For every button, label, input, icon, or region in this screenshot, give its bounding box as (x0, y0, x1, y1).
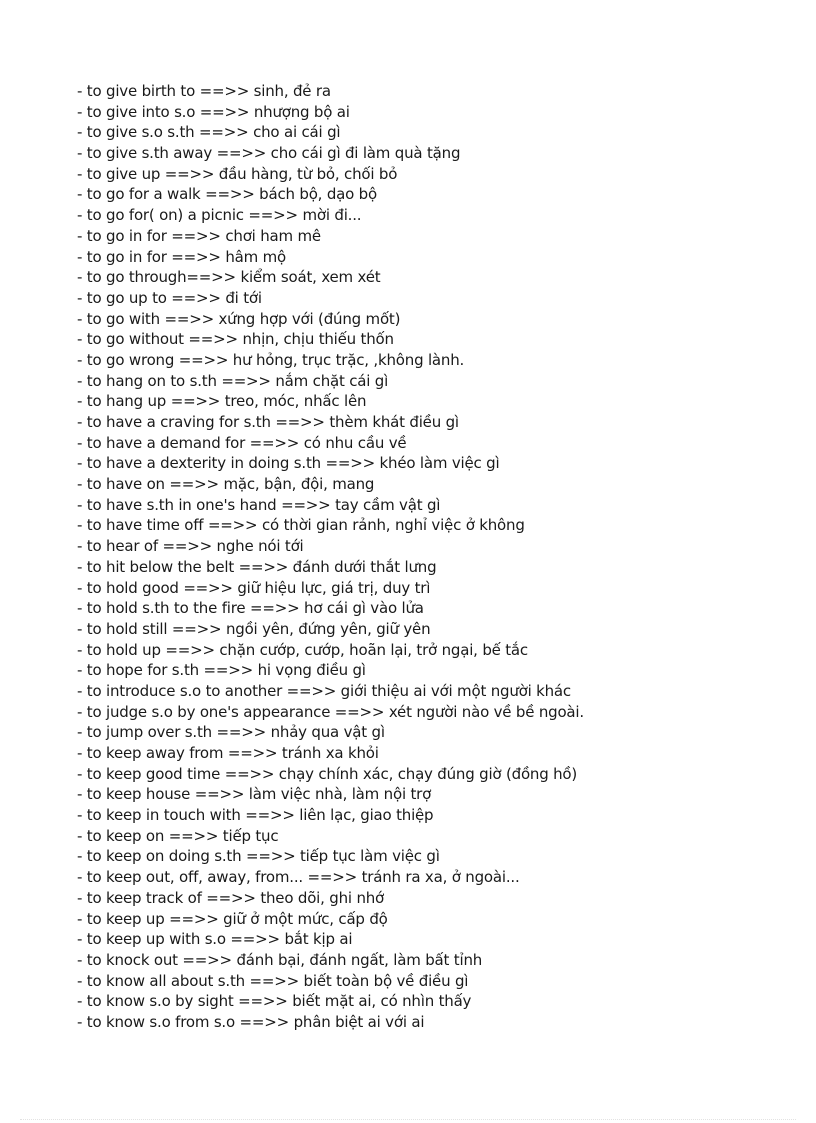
phrase-line: - to know s.o by sight ==>> biết mặt ai, có nhìn thấy (77, 992, 472, 1011)
phrase-line: - to keep track of ==>> theo dõi, ghi nhớ (77, 888, 385, 907)
phrase-line: - to keep up with s.o ==>> bắt kịp ai (77, 930, 353, 949)
phrase-line: - to hold still ==>> ngồi yên, đứng yên, giữ yên (77, 619, 431, 638)
phrase-line: - to go for a walk ==>> bách bộ, dạo bộ (77, 185, 377, 204)
phrase-line: - to go for( on) a picnic ==>> mời đi... (77, 206, 362, 225)
phrase-line: - to give up ==>> đầu hàng, từ bỏ, chối bỏ (77, 164, 398, 183)
phrase-line: - to keep up ==>> giữ ở một mức, cấp độ (77, 909, 388, 928)
phrase-line: - to hold s.th to the fire ==>> hơ cái gì vào lửa (77, 599, 424, 618)
phrase-line: - to have a dexterity in doing s.th ==>> khéo làm việc gì (77, 454, 500, 473)
phrase-line: - to have on ==>> mặc, bận, đội, mang (77, 475, 375, 494)
phrase-line: - to hang up ==>> treo, móc, nhấc lên (77, 392, 367, 411)
phrase-line: - to keep on doing s.th ==>> tiếp tục làm việc gì (77, 847, 440, 866)
phrase-line: - to have s.th in one's hand ==>> tay cầm vật gì (77, 495, 441, 514)
phrase-line: - to go with ==>> xứng hợp với (đúng mốt) (77, 309, 401, 328)
phrase-line: - to keep on ==>> tiếp tục (77, 826, 279, 845)
phrase-line: - to judge s.o by one's appearance ==>> xét người nào về bề ngoài. (77, 702, 584, 721)
phrase-line: - to go in for ==>> hâm mộ (77, 247, 287, 266)
phrase-line: - to keep house ==>> làm việc nhà, làm nội trợ (77, 785, 432, 804)
phrase-line: - to give s.o s.th ==>> cho ai cái gì (77, 123, 341, 142)
phrase-line: - to keep good time ==>> chạy chính xác, chạy đúng giờ (đồng hồ) (77, 764, 578, 783)
phrase-line: - to give s.th away ==>> cho cái gì đi làm quà tặng (77, 144, 461, 163)
phrase-line: - to keep in touch with ==>> liên lạc, giao thiệp (77, 806, 434, 825)
phrase-line: - to introduce s.o to another ==>> giới thiệu ai với một người khác (77, 681, 571, 700)
phrase-line: - to have time off ==>> có thời gian rảnh, nghỉ việc ở không (77, 516, 525, 535)
phrase-line: - to go wrong ==>> hư hỏng, trục trặc, ,không lành. (77, 350, 465, 369)
phrase-line: - to go through==>> kiểm soát, xem xét (77, 268, 381, 287)
phrase-line: - to knock out ==>> đánh bại, đánh ngất, làm bất tỉnh (77, 950, 483, 969)
phrase-line: - to hope for s.th ==>> hi vọng điều gì (77, 661, 366, 680)
phrase-line: - to have a demand for ==>> có nhu cầu về (77, 433, 407, 452)
phrase-line: - to know s.o from s.o ==>> phân biệt ai với ai (77, 1012, 425, 1031)
phrase-list (77, 81, 584, 1033)
phrase-line: - to keep away from ==>> tránh xa khỏi (77, 744, 379, 762)
page-bottom-edge (20, 1119, 796, 1120)
phrase-line: - to keep out, off, away, from... ==>> tránh ra xa, ở ngoài... (77, 868, 520, 887)
phrase-line: - to go without ==>> nhịn, chịu thiếu thốn (77, 330, 394, 349)
phrase-line: - to hang on to s.th ==>> nắm chặt cái gì (77, 371, 389, 390)
phrase-line: - to hit below the belt ==>> đánh dưới thắt lưng (77, 557, 437, 576)
phrase-line: - to hold up ==>> chặn cướp, cướp, hoãn lại, trở ngại, bế tắc (77, 640, 528, 659)
phrase-line: - to know all about s.th ==>> biết toàn bộ về điều gì (77, 971, 469, 990)
phrase-line: - to give into s.o ==>> nhượng bộ ai (77, 102, 350, 121)
phrase-line: - to go up to ==>> đi tới (77, 288, 262, 307)
phrase-line: - to hold good ==>> giữ hiệu lực, giá trị, duy trì (77, 578, 431, 597)
phrase-line: - to jump over s.th ==>> nhảy qua vật gì (77, 723, 385, 742)
phrase-line: - to give birth to ==>> sinh, đẻ ra (77, 82, 331, 100)
phrase-line: - to hear of ==>> nghe nói tới (77, 537, 304, 556)
phrase-line: - to have a craving for s.th ==>> thèm khát điều gì (77, 413, 459, 431)
phrase-line: - to go in for ==>> chơi ham mê (77, 226, 321, 245)
